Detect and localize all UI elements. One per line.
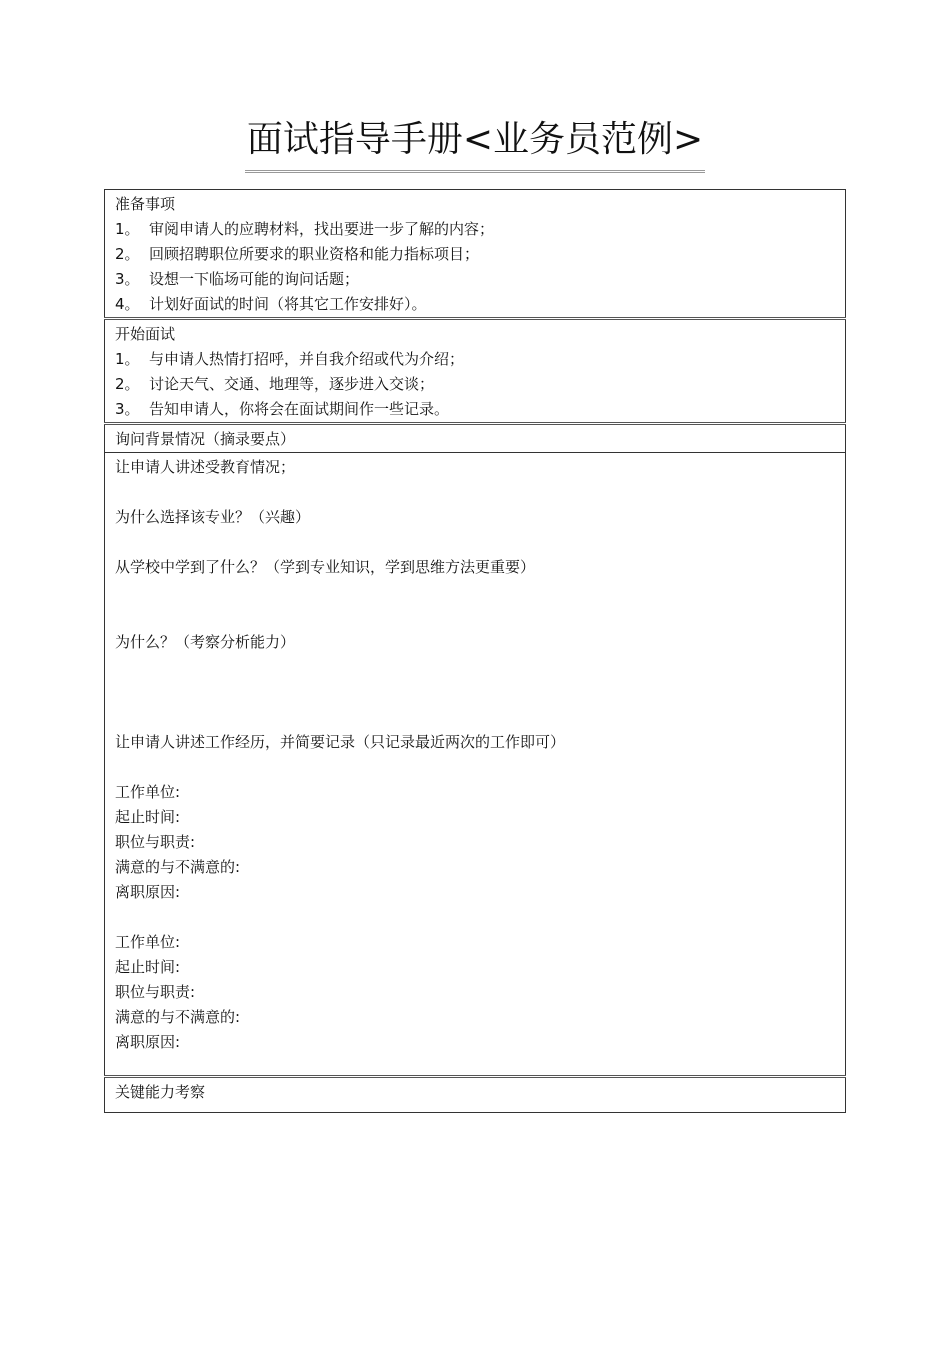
job2-leave-reason-label: 离职原因: [115, 1033, 181, 1051]
question-learned: 从学校中学到了什么？（学到专业知识，学到思维方法更重要） [115, 558, 536, 576]
start-item [115, 347, 835, 372]
item-text: 计划好面试的时间（将其它工作安排好）。 [149, 295, 427, 313]
start-interview-cell [105, 319, 846, 424]
item-text: 回顾招聘职位所要求的职业资格和能力指标项目； [149, 245, 480, 263]
job1-period-label: 起止时间: [115, 808, 181, 826]
job1-satisfaction-label: 满意的与不满意的: [115, 858, 241, 876]
job2-employer-label: 工作单位: [115, 933, 181, 951]
item-number: 1。 [115, 220, 140, 238]
preparation-item [115, 242, 835, 267]
start-interview-row [105, 319, 846, 424]
job2-period-label: 起止时间: [115, 958, 181, 976]
start-item [115, 397, 835, 422]
background-heading-row [105, 424, 846, 453]
item-number: 2。 [115, 245, 140, 263]
background-body-cell [105, 453, 846, 1077]
job2-satisfaction-label: 满意的与不满意的: [115, 1008, 241, 1026]
preparation-item [115, 267, 835, 292]
work-prompt: 让申请人讲述工作经历，并简要记录（只记录最近两次的工作即可） [115, 733, 566, 751]
job1-duties-label: 职位与职责: [115, 833, 196, 851]
interview-form-table [104, 189, 846, 1113]
background-heading-cell [105, 424, 846, 453]
item-number: 1。 [115, 350, 140, 368]
item-text: 审阅申请人的应聘材料，找出要进一步了解的内容； [149, 220, 495, 238]
item-number: 3。 [115, 400, 140, 418]
preparation-cell [105, 190, 846, 319]
key-abilities-cell [105, 1077, 846, 1113]
item-text: 设想一下临场可能的询问话题； [149, 270, 360, 288]
background-heading: 询问背景情况（摘录要点） [115, 430, 296, 448]
start-interview-heading: 开始面试 [115, 325, 176, 343]
job1-leave-reason-label: 离职原因: [115, 883, 181, 901]
item-number: 4。 [115, 295, 140, 313]
preparation-item [115, 292, 835, 317]
background-body-row [105, 453, 846, 1077]
key-abilities-row [105, 1077, 846, 1113]
item-number: 3。 [115, 270, 140, 288]
start-item [115, 372, 835, 397]
preparation-heading: 准备事项 [115, 195, 176, 213]
item-text: 与申请人热情打招呼，并自我介绍或代为介绍； [149, 350, 465, 368]
page-title-text: 面试指导手册<业务员范例> [245, 112, 705, 173]
education-prompt: 让申请人讲述受教育情况； [115, 458, 296, 476]
job2-duties-label: 职位与职责: [115, 983, 196, 1001]
item-text: 告知申请人，你将会在面试期间作一些记录。 [149, 400, 450, 418]
job1-employer-label: 工作单位: [115, 783, 181, 801]
preparation-row [105, 190, 846, 319]
item-text: 讨论天气、交通、地理等，逐步进入交谈； [149, 375, 435, 393]
question-why: 为什么？（考察分析能力） [115, 633, 296, 651]
page-title [0, 112, 950, 173]
question-major: 为什么选择该专业？（兴趣） [115, 508, 311, 526]
preparation-item [115, 217, 835, 242]
key-abilities-heading: 关键能力考察 [115, 1083, 206, 1101]
item-number: 2。 [115, 375, 140, 393]
